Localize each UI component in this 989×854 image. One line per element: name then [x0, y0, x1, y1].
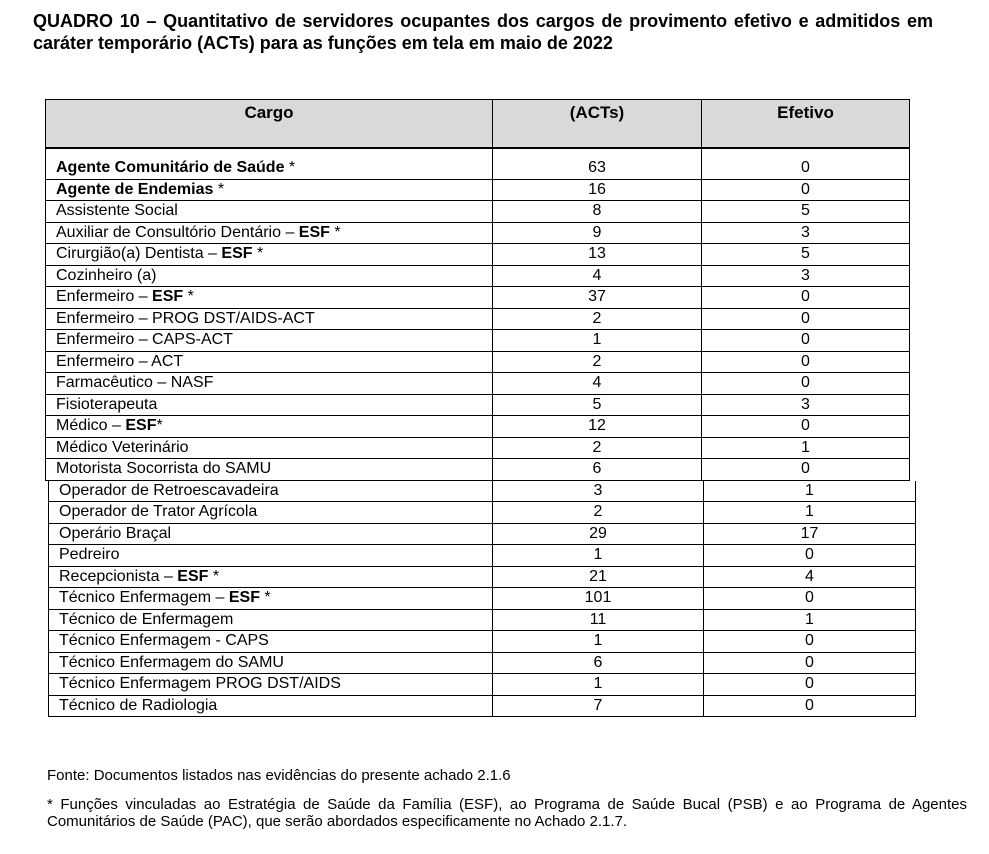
cargo-cell	[46, 222, 493, 244]
esf-tag: ESF	[177, 567, 209, 585]
cargo-cell	[49, 695, 493, 717]
table-row	[46, 287, 910, 309]
table-row	[49, 609, 916, 631]
cargo-label: Cirurgião(a) Dentista –	[56, 245, 222, 263]
efetivo-cell: 1	[702, 437, 910, 459]
cargo-cell	[46, 158, 493, 179]
cargo-label: Pedreiro	[59, 546, 120, 564]
cargo-label: Farmacêutico – NASF	[56, 374, 214, 392]
asterisk-marker: *	[183, 288, 194, 306]
efetivo-cell: 0	[704, 588, 916, 610]
efetivo-cell: 0	[704, 695, 916, 717]
cargo-label: Cozinheiro (a)	[56, 266, 157, 284]
table-row	[49, 566, 916, 588]
efetivo-cell: 0	[702, 308, 910, 330]
acts-cell: 21	[493, 566, 704, 588]
acts-cell: 5	[493, 394, 702, 416]
cargo-cell	[49, 631, 493, 653]
cargo-label: Técnico de Radiologia	[59, 696, 218, 714]
source-note: Fonte: Documentos listados nas evidências do presente achado 2.1.6	[47, 767, 511, 784]
esf-tag: ESF	[152, 288, 184, 306]
acts-cell: 4	[493, 265, 702, 287]
efetivo-cell: 0	[702, 373, 910, 395]
efetivo-cell: 3	[702, 222, 910, 244]
cargo-cell	[49, 523, 493, 545]
acts-cell: 4	[493, 373, 702, 395]
cargo-label: Enfermeiro – CAPS-ACT	[56, 331, 233, 349]
efetivo-cell: 0	[702, 287, 910, 309]
efetivo-cell: 3	[702, 394, 910, 416]
acts-cell: 13	[493, 244, 702, 266]
acts-cell: 37	[493, 287, 702, 309]
acts-cell: 1	[493, 631, 704, 653]
cargo-label: Médico Veterinário	[56, 438, 189, 456]
cargo-cell	[46, 416, 493, 438]
cargo-cell	[46, 351, 493, 373]
table-row	[49, 588, 916, 610]
acts-cell: 101	[493, 588, 704, 610]
footnote: * Funções vinculadas ao Estratégia de Saúde da Família (ESF), ao Programa de Saúde Bucal (PSB) e ao Programa de Agentes Comunitários de Saúde (PAC), que serão abordados especificamente no Achado 2.1.7.	[47, 796, 967, 830]
cargo-label: Agente Comunitário de Saúde	[56, 159, 285, 177]
staff-table-part-1	[45, 99, 910, 481]
cargo-cell	[49, 502, 493, 524]
table-row	[46, 373, 910, 395]
efetivo-cell: 0	[702, 416, 910, 438]
efetivo-cell: 1	[704, 609, 916, 631]
cargo-label: Técnico Enfermagem - CAPS	[59, 632, 269, 650]
acts-cell: 9	[493, 222, 702, 244]
cargo-cell	[49, 674, 493, 696]
asterisk-marker: *	[156, 417, 163, 435]
asterisk-marker: *	[259, 589, 271, 607]
cargo-label: Enfermeiro – PROG DST/AIDS-ACT	[56, 309, 315, 327]
acts-cell: 3	[493, 481, 704, 502]
efetivo-cell: 0	[704, 674, 916, 696]
efetivo-cell: 0	[702, 459, 910, 481]
table-row	[46, 308, 910, 330]
table-row	[49, 695, 916, 717]
table-row	[46, 351, 910, 373]
table-row	[49, 523, 916, 545]
acts-cell: 2	[493, 308, 702, 330]
efetivo-cell: 1	[704, 481, 916, 502]
acts-cell: 12	[493, 416, 702, 438]
staff-table	[45, 99, 916, 717]
cargo-label: Auxiliar de Consultório Dentário –	[56, 223, 299, 241]
cargo-label: Operador de Trator Agrícola	[59, 503, 258, 521]
cargo-label: Assistente Social	[56, 202, 178, 220]
cargo-cell	[46, 201, 493, 223]
efetivo-cell: 5	[702, 244, 910, 266]
table-body-part-1	[46, 148, 910, 480]
acts-cell: 1	[493, 545, 704, 567]
efetivo-cell: 3	[702, 265, 910, 287]
header-cargo: Cargo	[46, 100, 493, 149]
asterisk-marker: *	[208, 567, 220, 585]
table-row	[46, 437, 910, 459]
cargo-label: Motorista Socorrista do SAMU	[56, 460, 272, 478]
asterisk-marker: *	[284, 159, 296, 177]
asterisk-marker: *	[329, 223, 341, 241]
efetivo-cell: 0	[702, 330, 910, 352]
cargo-cell	[46, 265, 493, 287]
acts-cell: 8	[493, 201, 702, 223]
acts-cell: 2	[493, 502, 704, 524]
acts-cell: 2	[493, 351, 702, 373]
cargo-label: Técnico Enfermagem –	[59, 589, 229, 607]
table-header-row	[46, 100, 910, 149]
table-row	[49, 652, 916, 674]
table-row	[46, 330, 910, 352]
acts-cell: 11	[493, 609, 704, 631]
cargo-label: Técnico de Enfermagem	[59, 610, 234, 628]
header-spacer-row	[46, 148, 910, 158]
acts-cell: 6	[493, 652, 704, 674]
header-efetivo: Efetivo	[702, 100, 910, 149]
table-row	[46, 158, 910, 179]
cargo-cell	[46, 394, 493, 416]
efetivo-cell: 17	[704, 523, 916, 545]
efetivo-cell: 0	[704, 631, 916, 653]
table-row	[46, 244, 910, 266]
acts-cell: 63	[493, 158, 702, 179]
table-row	[46, 222, 910, 244]
cargo-cell	[46, 308, 493, 330]
cargo-cell	[46, 459, 493, 481]
efetivo-cell: 1	[704, 502, 916, 524]
cargo-cell	[46, 287, 493, 309]
esf-tag: ESF	[125, 417, 157, 435]
staff-table-part-2	[48, 481, 916, 718]
cargo-cell	[49, 481, 493, 502]
cargo-label: Operário Braçal	[59, 524, 172, 542]
table-row	[49, 545, 916, 567]
cargo-label: Médico –	[56, 417, 126, 435]
cargo-cell	[49, 609, 493, 631]
table-row	[46, 416, 910, 438]
efetivo-cell: 0	[702, 179, 910, 201]
table-row	[49, 502, 916, 524]
efetivo-cell: 0	[704, 545, 916, 567]
cargo-cell	[49, 652, 493, 674]
efetivo-cell: 0	[704, 652, 916, 674]
cargo-cell	[46, 437, 493, 459]
acts-cell: 1	[493, 330, 702, 352]
table-title: QUADRO 10 – Quantitativo de servidores ocupantes dos cargos de provimento efetivo e admitidos em caráter temporário (ACTs) para as funções em tela em maio de 2022	[33, 11, 933, 53]
acts-cell: 29	[493, 523, 704, 545]
cargo-cell	[46, 244, 493, 266]
esf-tag: ESF	[228, 589, 260, 607]
table-row	[49, 674, 916, 696]
cargo-cell	[49, 545, 493, 567]
acts-cell: 2	[493, 437, 702, 459]
efetivo-cell: 5	[702, 201, 910, 223]
acts-cell: 1	[493, 674, 704, 696]
asterisk-marker: *	[252, 245, 264, 263]
table-row	[46, 201, 910, 223]
esf-tag: ESF	[298, 223, 330, 241]
cargo-cell	[49, 588, 493, 610]
efetivo-cell: 4	[704, 566, 916, 588]
table-row	[49, 481, 916, 502]
cargo-label: Fisioterapeuta	[56, 395, 158, 413]
table-row	[46, 265, 910, 287]
efetivo-cell: 0	[702, 158, 910, 179]
cargo-cell	[46, 330, 493, 352]
header-acts: (ACTs)	[493, 100, 702, 149]
table-row	[46, 179, 910, 201]
cargo-label: Enfermeiro –	[56, 288, 153, 306]
table-body-part-2	[49, 481, 916, 717]
cargo-label: Agente de Endemias	[56, 180, 214, 198]
acts-cell: 16	[493, 179, 702, 201]
acts-cell: 6	[493, 459, 702, 481]
cargo-label: Enfermeiro – ACT	[56, 352, 184, 370]
cargo-cell	[49, 566, 493, 588]
asterisk-marker: *	[213, 180, 225, 198]
table-row	[46, 394, 910, 416]
cargo-label: Recepcionista –	[59, 567, 178, 585]
cargo-cell	[46, 373, 493, 395]
table-row	[49, 631, 916, 653]
table-row	[46, 459, 910, 481]
efetivo-cell: 0	[702, 351, 910, 373]
cargo-label: Técnico Enfermagem do SAMU	[59, 653, 284, 671]
cargo-cell	[46, 179, 493, 201]
cargo-label: Operador de Retroescavadeira	[59, 481, 279, 499]
esf-tag: ESF	[221, 245, 253, 263]
cargo-label: Técnico Enfermagem PROG DST/AIDS	[59, 675, 341, 693]
acts-cell: 7	[493, 695, 704, 717]
